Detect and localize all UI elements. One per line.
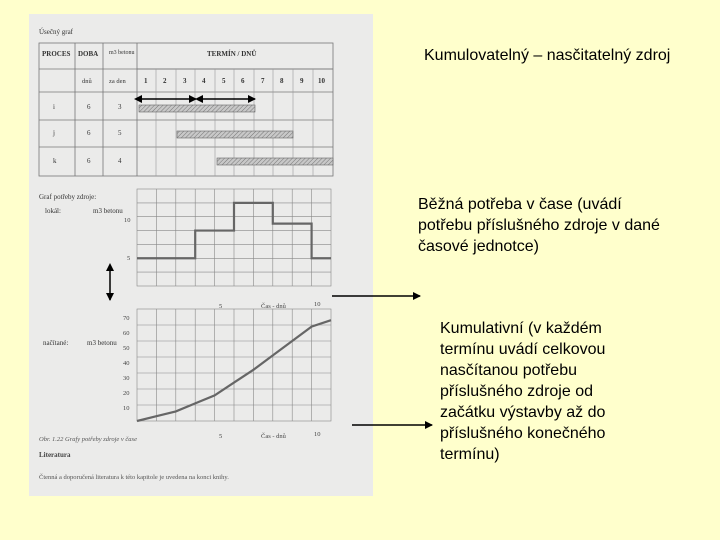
row-k-proces: k (53, 157, 57, 165)
x-label-bottom: Čas - dnů (261, 433, 286, 440)
literature-text: Čtenná a doporučená literatura k této kapitole je uvedena na konci knihy. (39, 474, 229, 481)
day-8: 8 (280, 77, 284, 85)
unit-label: m3 betonu (93, 207, 123, 215)
note-cumulative-need: Kumulativní (v každém termínu uvádí celkovou nasčítanou potřebu příslušného zdroje od začátku výstavby až do příslušného konečného termínu) (440, 320, 606, 463)
total-label: lokál: (45, 207, 61, 215)
y-tick-10b: 10 (123, 405, 130, 412)
y-tick-70: 70 (123, 315, 130, 322)
graph-title: Graf potřeby zdroje: (39, 193, 97, 201)
row-j-m3: 5 (118, 129, 122, 137)
day-10: 10 (318, 77, 325, 85)
day-4: 4 (202, 77, 206, 85)
note-current-need: Běžná potřeba v čase (uvádí potřebu příslušného zdroje v dané časové jednotce) (418, 196, 660, 255)
y-tick-30: 30 (123, 375, 130, 382)
y-tick-20: 20 (123, 390, 130, 397)
y-tick-60: 60 (123, 330, 130, 337)
x-tick-10-top: 10 (314, 301, 321, 308)
x-tick-10-bottom: 10 (314, 431, 321, 438)
row-i-doba: 6 (87, 103, 91, 111)
col-proces: PROCES (42, 50, 71, 58)
day-7: 7 (261, 77, 265, 85)
row-j-proces: j (53, 129, 55, 137)
y-tick-10: 10 (124, 217, 131, 224)
y-tick-50: 50 (123, 345, 130, 352)
day-6: 6 (241, 77, 245, 85)
y-tick-40: 40 (123, 360, 130, 367)
sub-dnu: dnů (82, 78, 92, 85)
cum-unit: m3 betonu (87, 339, 117, 347)
day-1: 1 (144, 77, 148, 85)
day-5: 5 (222, 77, 226, 85)
sub-zaden: za den (109, 78, 126, 85)
x-tick-5-top: 5 (219, 303, 223, 310)
y-tick-5: 5 (127, 255, 131, 262)
row-k-doba: 6 (87, 157, 91, 165)
col-termin: TERMÍN / DNŮ (207, 50, 257, 58)
row-i-proces: i (53, 103, 55, 111)
row-i-m3: 3 (118, 103, 122, 111)
figure-caption: Obr. 1.22 Grafy potřeby zdroje v čase (39, 436, 137, 443)
row-k-m3: 4 (118, 157, 122, 165)
literature-title: Literatura (39, 451, 71, 459)
row-j-doba: 6 (87, 129, 91, 137)
note-cumulative-resource: Kumulovatelný – nasčitatelný zdroj (424, 47, 671, 64)
col-doba: DOBA (78, 50, 99, 58)
cum-label: načítané: (43, 339, 69, 347)
x-label-top: Čas - dnů (261, 303, 286, 310)
x-tick-5-bottom: 5 (219, 433, 223, 440)
day-3: 3 (183, 77, 187, 85)
scan-header: Úsečný graf (39, 28, 74, 36)
col-m3: m3 betonu (109, 50, 135, 56)
day-2: 2 (163, 77, 167, 85)
day-9: 9 (300, 77, 304, 85)
